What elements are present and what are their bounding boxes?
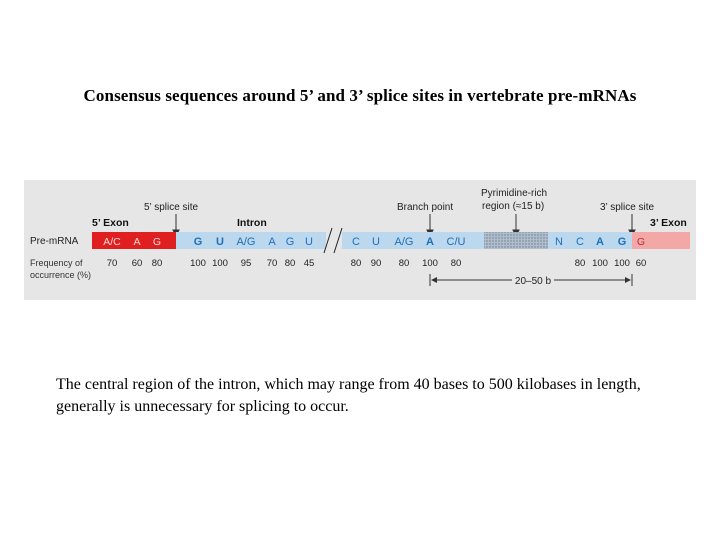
freq-branch-1: 80 bbox=[350, 258, 362, 269]
freq-exon5-1: 70 bbox=[106, 258, 118, 269]
exon3-label: 3’ Exon bbox=[650, 217, 687, 229]
slide-title: Consensus sequences around 5’ and 3’ splice sites in vertebrate pre-mRNAs bbox=[83, 86, 637, 105]
span-label: 20–50 b bbox=[514, 276, 552, 287]
nt-branch-5: C/U bbox=[446, 236, 466, 248]
nt-intron5-5: G bbox=[285, 236, 295, 248]
nt-branch-1: C bbox=[352, 236, 360, 248]
freq-intron3-3: 100 bbox=[592, 258, 608, 269]
nt-intron5-2: U bbox=[216, 236, 224, 248]
freq-intron5-3: 95 bbox=[240, 258, 252, 269]
freq-exon3-1: 60 bbox=[635, 258, 647, 269]
freq-intron3-4: 100 bbox=[614, 258, 630, 269]
freq-intron5-2: 100 bbox=[212, 258, 228, 269]
break-mark-right bbox=[334, 228, 342, 253]
nt-intron3-3: A bbox=[596, 236, 604, 248]
caption-text: The central region of the intron, which may range from 40 bases to 500 kilobases in length, generally is unnecessary for splicing to occur. bbox=[56, 376, 641, 415]
frequency-label-line2: occurrence (%) bbox=[30, 270, 92, 280]
nt-intron5-1: G bbox=[193, 236, 203, 248]
splice3-label: 3’ splice site bbox=[600, 202, 655, 213]
exon5-label: 5’ Exon bbox=[92, 217, 129, 229]
splice5-label: 5’ splice site bbox=[144, 202, 199, 213]
frequency-label-line1: Frequency of bbox=[30, 258, 83, 268]
freq-branch-5: 80 bbox=[450, 258, 462, 269]
nt-intron5-3: A/G bbox=[236, 236, 256, 248]
diagram-svg bbox=[24, 180, 696, 300]
freq-branch-3: 80 bbox=[398, 258, 410, 269]
nt-exon5-2: A bbox=[133, 236, 141, 248]
splice-site-diagram bbox=[24, 180, 696, 300]
pre-mrna-label: Pre-mRNA bbox=[30, 236, 79, 247]
freq-intron5-1: 100 bbox=[190, 258, 206, 269]
nt-exon3-1: G bbox=[636, 236, 646, 248]
nt-intron3-4: G bbox=[617, 236, 627, 248]
nt-intron5-6: U bbox=[305, 236, 313, 248]
nt-intron5-4: A bbox=[268, 236, 276, 248]
freq-intron3-2: 80 bbox=[574, 258, 586, 269]
nt-branch-2: U bbox=[372, 236, 380, 248]
branch-point-label: Branch point bbox=[397, 202, 454, 213]
freq-intron5-6: 45 bbox=[303, 258, 315, 269]
freq-branch-4: 100 bbox=[422, 258, 438, 269]
nt-intron3-2: C bbox=[576, 236, 584, 248]
nt-branch-4: A bbox=[426, 236, 434, 248]
nt-exon5-1: A/C bbox=[103, 236, 121, 248]
freq-intron5-5: 80 bbox=[284, 258, 296, 269]
freq-intron5-4: 70 bbox=[266, 258, 278, 269]
nt-intron3-1: N bbox=[555, 236, 563, 248]
freq-branch-2: 90 bbox=[370, 258, 382, 269]
freq-exon5-2: 60 bbox=[131, 258, 143, 269]
nt-exon5-3: G bbox=[152, 236, 162, 248]
nt-branch-3: A/G bbox=[394, 236, 414, 248]
freq-exon5-3: 80 bbox=[151, 258, 163, 269]
pyrimidine-region bbox=[484, 232, 548, 249]
pyrimidine-label-line1: Pyrimidine-rich bbox=[481, 188, 548, 199]
intron-label: Intron bbox=[237, 217, 267, 229]
pyrimidine-label-line2: region (≈15 b) bbox=[482, 201, 545, 212]
